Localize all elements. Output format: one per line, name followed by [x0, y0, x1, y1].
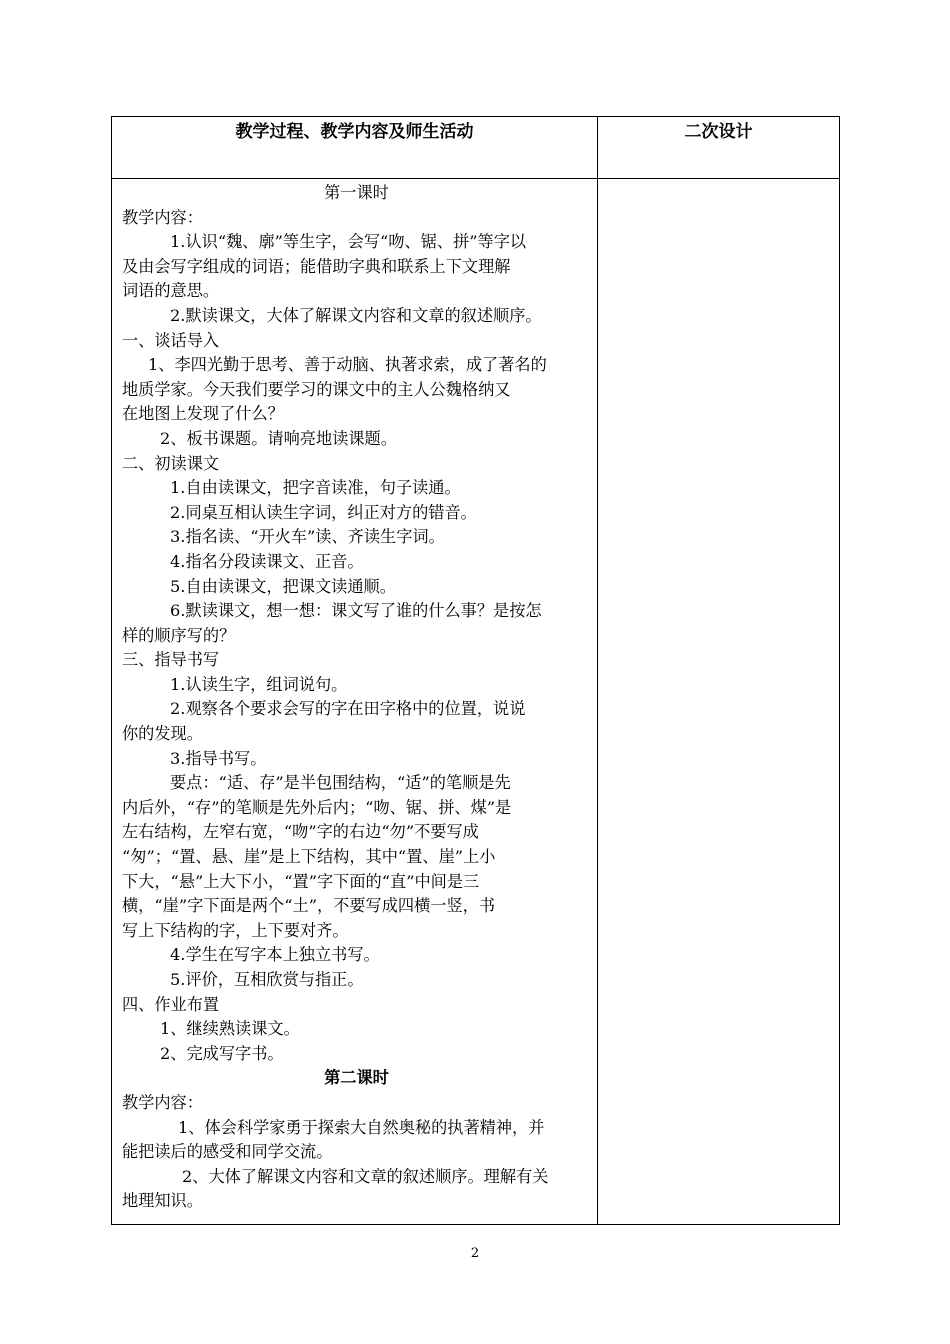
sec2-item6-line: 样的顺序写的？: [122, 625, 236, 645]
sec4-item: 2、完成写字书。: [160, 1043, 284, 1063]
sec3-item1: 1.认读生字，组词说句。: [170, 674, 348, 694]
sec3-item2-line: 2.观察各个要求会写的字在田字格中的位置，说说: [170, 699, 526, 719]
sec1-item1-line: 1、李四光勤于思考、善于动脑、执著求索，成了著名的: [148, 355, 547, 375]
lesson2-content-label: 教学内容：: [122, 1092, 203, 1112]
lesson2-goal2-line: 地理知识。: [122, 1191, 203, 1211]
sec3-keypoints-line: 要点：“适、存”是半包围结构，“适”的笔顺是先: [170, 773, 511, 793]
lesson2-title: 第二课时: [324, 1068, 389, 1088]
sec2-heading: 二、初读课文: [122, 453, 220, 473]
sec4-heading: 四、作业布置: [122, 994, 220, 1014]
sec2-item: 3.指名读、“开火车”读、齐读生字词。: [170, 527, 445, 547]
header-second-design: 二次设计: [598, 117, 840, 179]
teaching-content-cell: [112, 179, 598, 1225]
sec3-item2-line: 你的发现。: [122, 724, 203, 744]
teaching-content: [112, 179, 597, 1214]
sec3-keypoints-line: “匆”；“置、悬、崖”是上下结构，其中“置、崖”上小: [122, 847, 496, 867]
sec4-item: 1、继续熟读课文。: [160, 1019, 300, 1039]
sec3-keypoints-line: 下大，“悬”上大下小，“置”字下面的“直”中间是三: [122, 871, 480, 891]
lesson2-goal1-line: 能把读后的感受和同学交流。: [122, 1142, 333, 1162]
sec1-heading: 一、谈话导入: [122, 330, 220, 350]
lesson1-content-label: 教学内容：: [122, 207, 203, 227]
sec2-item: 2.同桌互相认读生字词，纠正对方的错音。: [170, 502, 477, 522]
sec3-item3: 3.指导书写。: [170, 748, 267, 768]
sec3-keypoints-line: 左右结构，左窄右宽，“吻”字的右边“勿”不要写成: [122, 822, 479, 842]
sec3-keypoints-line: 写上下结构的字，上下要对齐。: [122, 920, 349, 940]
sec3-item4: 4.学生在写字本上独立书写。: [170, 945, 380, 965]
sec1-item1-line: 在地图上发现了什么？: [122, 404, 284, 424]
table-body-row: [112, 179, 840, 1225]
sec3-keypoints-line: 横，“崖”字下面是两个“土”，不要写成四横一竖，书: [122, 896, 496, 916]
sec2-item6-line: 6.默读课文，想一想：课文写了谁的什么事？是按怎: [170, 601, 542, 621]
sec2-item: 4.指名分段读课文、正音。: [170, 551, 364, 571]
sec3-heading: 三、指导书写: [122, 650, 220, 670]
second-design-cell: [598, 179, 840, 1225]
lesson-plan-page: [111, 116, 837, 1224]
lesson-plan-table: [111, 116, 840, 1225]
lesson2-goal1-line: 1、体会科学家勇于探索大自然奥秘的执著精神，并: [178, 1117, 545, 1137]
sec2-item: 1.自由读课文，把字音读准，句子读通。: [170, 478, 461, 498]
lesson1-goal2: 2.默读课文，大体了解课文内容和文章的叙述顺序。: [170, 305, 542, 325]
header-process: 教学过程、教学内容及师生活动: [112, 117, 598, 179]
table-header-row: [112, 117, 840, 179]
lesson1-goal1-line: 词语的意思。: [122, 281, 220, 301]
lesson1-goal1-line: 1.认识“魏、廓”等生字，会写“吻、锯、拼”等字以: [170, 232, 527, 252]
lesson1-goal1-line: 及由会写字组成的词语；能借助字典和联系上下文理解: [122, 256, 511, 276]
lesson2-goal2-line: 2、大体了解课文内容和文章的叙述顺序。理解有关: [182, 1166, 549, 1186]
sec1-item1-line: 地质学家。今天我们要学习的课文中的主人公魏格纳又: [122, 379, 511, 399]
sec2-item: 5.自由读课文，把课文读通顺。: [170, 576, 396, 596]
sec3-item5: 5.评价，互相欣赏与指正。: [170, 970, 364, 989]
page-number: 2: [470, 1246, 480, 1261]
sec3-keypoints-line: 内后外，“存”的笔顺是先外后内；“吻、锯、拼、煤”是: [122, 797, 512, 817]
lesson1-title: 第一课时: [324, 183, 389, 202]
sec1-item2: 2、板书课题。请响亮地读课题。: [160, 428, 397, 448]
